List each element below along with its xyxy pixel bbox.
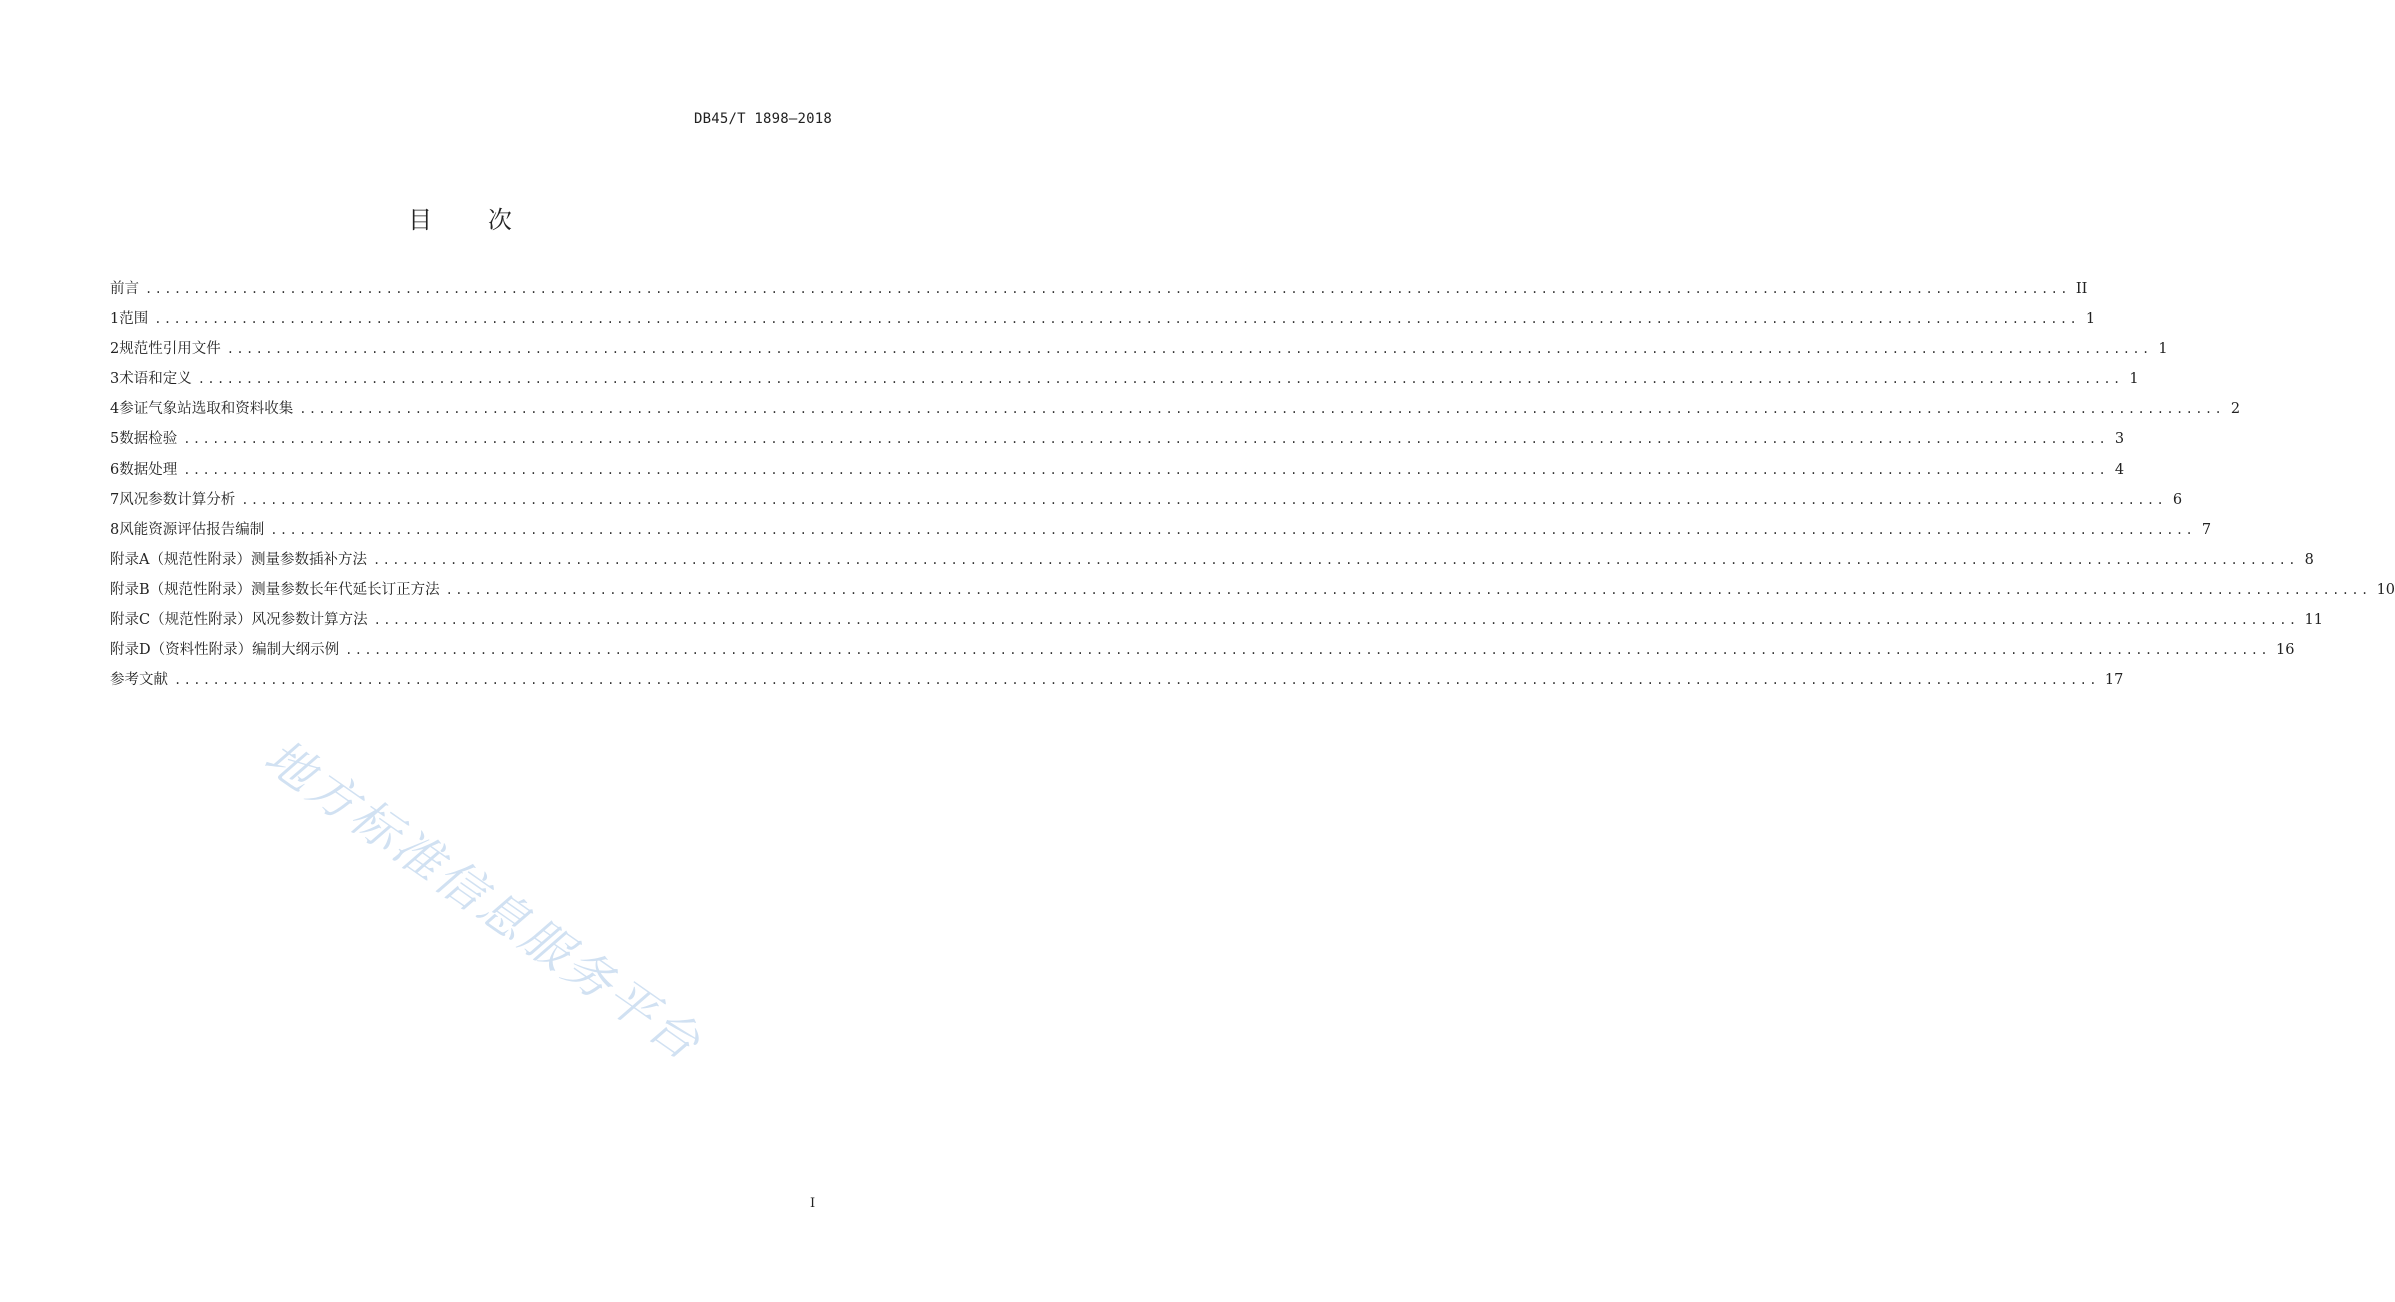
toc-entry-title: 测量参数插补方法	[250, 551, 367, 568]
toc-entry-4[interactable]	[110, 394, 2241, 424]
dot-leader: ........................................................................................................................................................................................................	[372, 552, 2298, 567]
toc-entry-title: 编制大纲示例	[252, 642, 340, 659]
toc-entry-5[interactable]	[110, 424, 2125, 454]
toc-entry-page: 2	[2230, 401, 2241, 418]
dot-leader: ........................................................................................................................................................................................................	[299, 402, 2225, 417]
toc-entry-number: 7	[110, 491, 120, 508]
toc-entry-number: 1	[110, 311, 120, 328]
toc-entry-number: 3	[110, 371, 120, 388]
page-number: I	[810, 1196, 816, 1211]
toc-entry-appendix-b[interactable]	[110, 575, 2395, 605]
toc-entry-foreword[interactable]	[110, 274, 2088, 304]
toc-entry-page: 1	[2158, 341, 2168, 358]
toc-entry-number: 5	[110, 431, 120, 448]
toc-entry-title: 参证气象站选取和资料收集	[119, 401, 294, 418]
toc-entry-page: 4	[2114, 461, 2125, 478]
page-title	[0, 200, 920, 235]
toc-entry-6[interactable]	[110, 455, 2125, 485]
dot-leader: ........................................................................................................................................................................................................	[226, 342, 2152, 357]
toc-entry-title: 测量参数长年代延长订正方法	[251, 581, 440, 598]
toc-entry-page: 16	[2276, 642, 2295, 659]
toc-entry-page: 17	[2104, 672, 2124, 689]
toc-entry-title: 参考文献	[110, 672, 168, 689]
toc-entry-appendix-c[interactable]	[110, 605, 2323, 635]
toc-entry-title: 风况参数计算方法	[251, 612, 368, 629]
toc-entry-page: 8	[2304, 551, 2314, 568]
toc-entry-number: 4	[110, 401, 120, 418]
toc-entry-title: 数据处理	[119, 461, 178, 478]
table-of-contents	[110, 274, 2395, 695]
toc-entry-page: 3	[2114, 431, 2125, 448]
toc-entry-references[interactable]	[110, 665, 2124, 695]
toc-entry-number: 8	[110, 521, 120, 538]
toc-entry-number: 2	[110, 341, 120, 358]
toc-entry-page: 1	[2129, 371, 2139, 388]
toc-entry-page: II	[2075, 281, 2088, 297]
toc-entry-1[interactable]	[110, 304, 2096, 334]
toc-entry-2[interactable]	[110, 334, 2168, 364]
toc-entry-title: 规范性引用文件	[119, 341, 221, 358]
toc-entry-appendix-d[interactable]	[110, 635, 2295, 665]
dot-leader: ........................................................................................................................................................................................................	[174, 673, 2099, 688]
dot-leader: ........................................................................................................................................................................................................	[270, 522, 2196, 537]
dot-leader: ........................................................................................................................................................................................................	[241, 492, 2167, 507]
dot-leader: ........................................................................................................................................................................................................	[345, 643, 2271, 658]
toc-entry-title: 风况参数计算分析	[119, 491, 236, 508]
toc-entry-title: 数据检验	[119, 431, 178, 448]
dot-leader: ........................................................................................................................................................................................................	[145, 282, 2070, 296]
toc-entry-title: 前言	[110, 281, 139, 297]
appendix-label: 附录C（规范性附录）	[110, 612, 252, 629]
title-char-1: 目	[408, 206, 433, 234]
toc-entry-title: 范围	[119, 311, 149, 328]
dot-leader: ........................................................................................................................................................................................................	[183, 432, 2109, 447]
toc-entry-page: 11	[2304, 612, 2323, 629]
toc-entry-page: 6	[2172, 491, 2183, 508]
title-char-2: 次	[487, 206, 512, 234]
toc-entry-title: 术语和定义	[119, 371, 192, 388]
toc-entry-7[interactable]	[110, 485, 2183, 515]
appendix-label: 附录A（规范性附录）	[110, 551, 251, 568]
toc-entry-page: 1	[2085, 311, 2096, 328]
toc-entry-page: 7	[2201, 521, 2212, 538]
appendix-label: 附录B（规范性附录）	[110, 581, 252, 598]
toc-entry-3[interactable]	[110, 364, 2139, 394]
toc-entry-appendix-a[interactable]	[110, 545, 2314, 575]
dot-leader: ........................................................................................................................................................................................................	[373, 613, 2299, 628]
dot-leader: ........................................................................................................................................................................................................	[445, 582, 2371, 597]
watermark: 地方标准信息服务平台	[254, 728, 713, 1073]
dot-leader: ........................................................................................................................................................................................................	[154, 312, 2080, 327]
toc-entry-8[interactable]	[110, 515, 2212, 545]
dot-leader: ........................................................................................................................................................................................................	[183, 462, 2109, 477]
document-code: DB45/T 1898—2018	[693, 111, 832, 127]
toc-entry-page: 10	[2376, 581, 2395, 598]
appendix-label: 附录D（资料性附录）	[110, 642, 253, 659]
toc-entry-number: 6	[110, 461, 120, 478]
toc-entry-title: 风能资源评估报告编制	[119, 521, 265, 538]
dot-leader: ........................................................................................................................................................................................................	[197, 372, 2123, 387]
